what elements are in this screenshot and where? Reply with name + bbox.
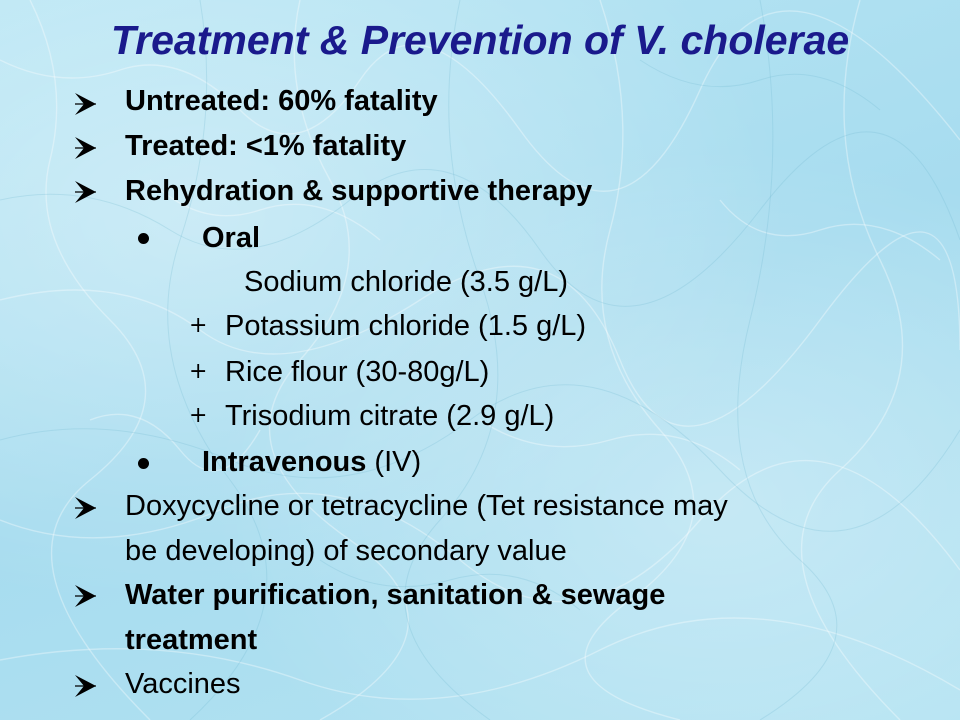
slide-title: Treatment & Prevention of V. cholerae [110, 17, 850, 63]
bullet-doxycycline-line1: Doxycycline or tetracycline (Tet resistance may [125, 490, 728, 522]
arrow-bullet-icon [72, 666, 102, 706]
bullet-doxycycline-line2: be developing) of secondary value [125, 535, 567, 567]
arrow-bullet-icon [72, 128, 102, 168]
oral-ingredient-potassium: Potassium chloride (1.5 g/L) [225, 310, 587, 342]
plus-icon: + [189, 313, 208, 338]
bullet-water-line1: Water purification, sanitation & sewage [125, 579, 666, 611]
bullet-rehydration: Rehydration & supportive therapy [125, 175, 593, 207]
arrow-bullet-icon [72, 172, 102, 212]
oral-ingredient-rice: Rice flour (30-80g/L) [225, 356, 490, 388]
bullet-vaccines: Vaccines [125, 668, 241, 700]
bullet-water-line2: treatment [125, 624, 258, 656]
oral-ingredient-sodium: Sodium chloride (3.5 g/L) [244, 266, 568, 298]
dot-bullet-icon [138, 233, 149, 244]
arrow-bullet-icon [72, 488, 102, 528]
arrow-bullet-icon [72, 84, 102, 124]
sub-bullet-intravenous [202, 442, 421, 482]
plus-icon: + [189, 403, 208, 428]
oral-ingredient-trisodium: Trisodium citrate (2.9 g/L) [225, 400, 555, 432]
intravenous-label: Intravenous [202, 446, 367, 478]
bullet-treated: Treated: <1% fatality [125, 130, 407, 162]
bullet-untreated: Untreated: 60% fatality [125, 85, 438, 117]
sub-bullet-oral: Oral [202, 222, 261, 254]
dot-bullet-icon [138, 458, 149, 469]
intravenous-abbreviation: (IV) [366, 446, 422, 478]
arrow-bullet-icon [72, 576, 102, 616]
plus-icon: + [189, 359, 208, 384]
